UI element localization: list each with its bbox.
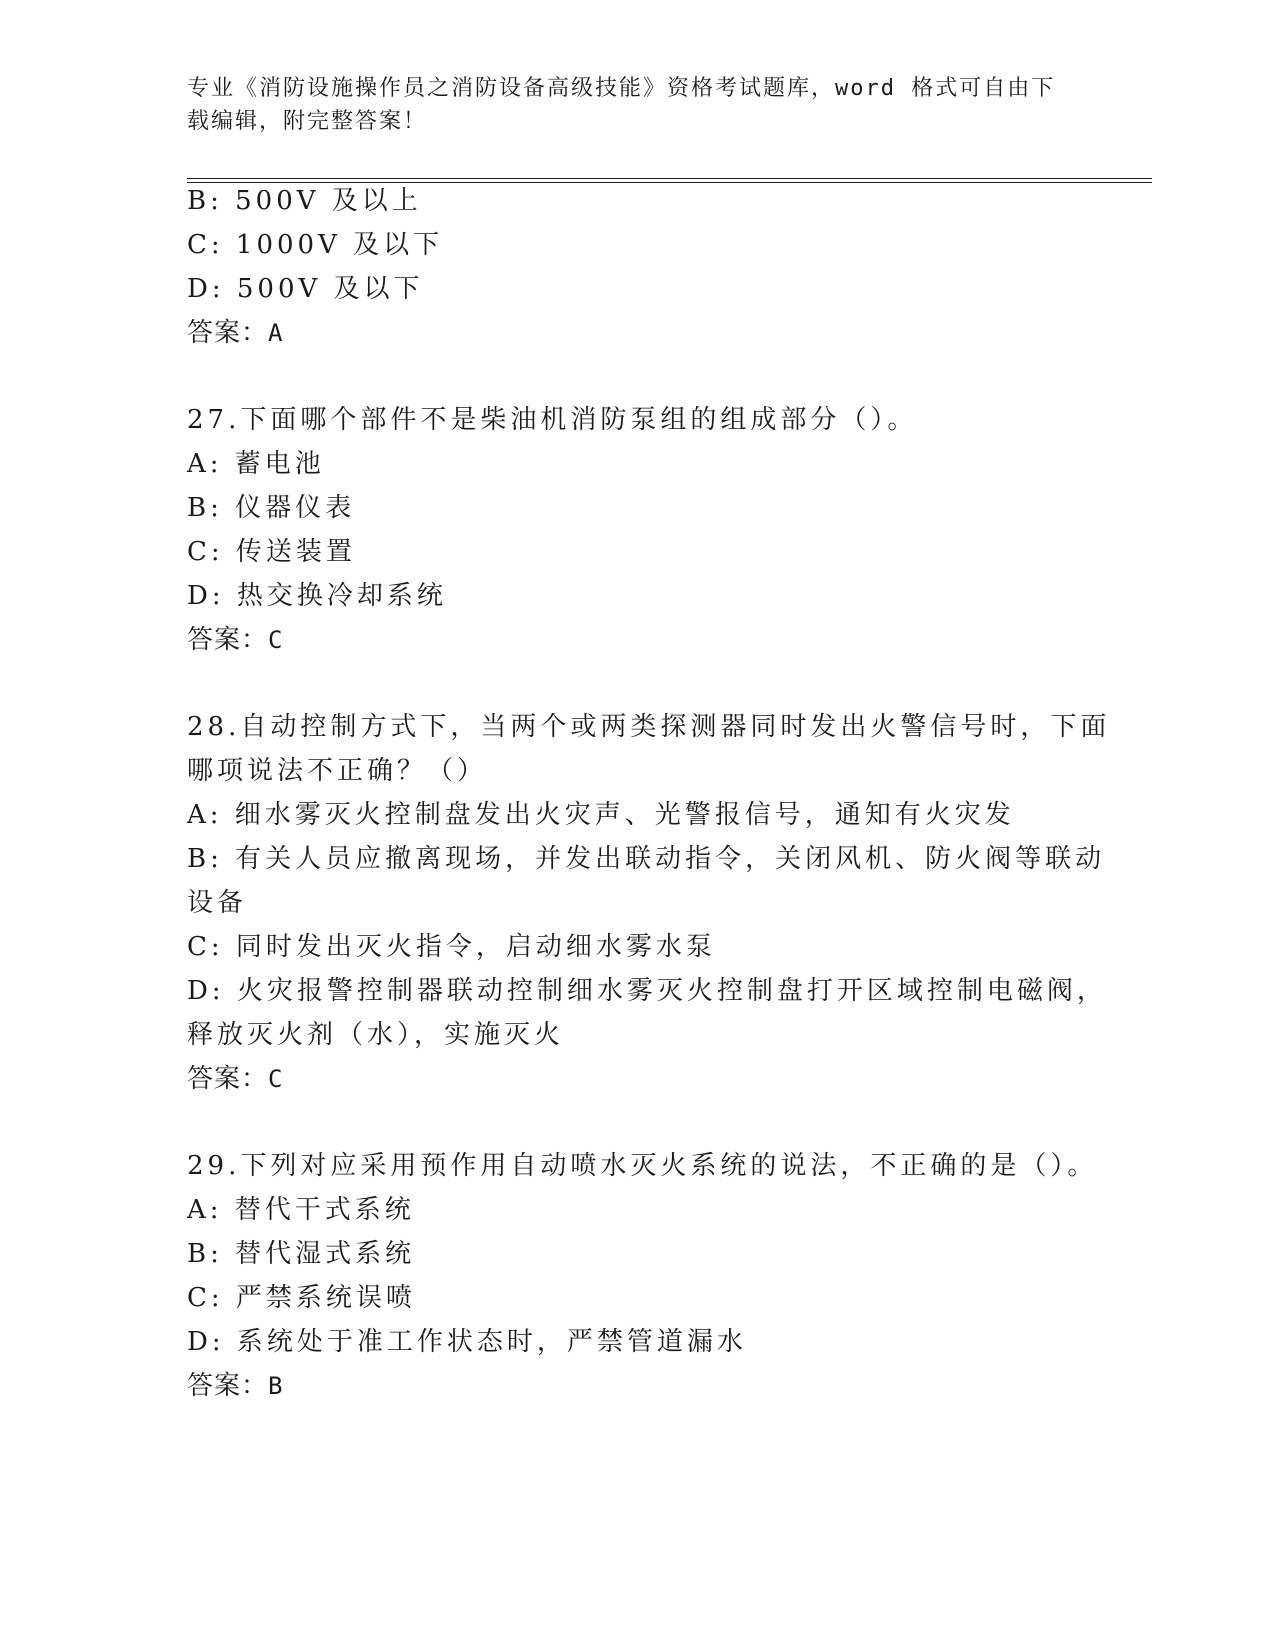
q26-answer [187, 310, 283, 356]
q27-option-a: A: 蓄电池 [187, 449, 325, 479]
q29-option-d: D: 系统处于准工作状态时，严禁管道漏水 [187, 1327, 747, 1357]
q27-option-d: D: 热交换冷却系统 [187, 581, 447, 611]
header-line-2: 载编辑，附完整答案！ [187, 109, 428, 134]
q28-option-b-line-1: B: 有关人员应撤离现场，并发出联动指令，关闭风机、防火阀等联动 [187, 844, 1106, 874]
answer-value: B [268, 1372, 284, 1400]
q29-option-a: A: 替代干式系统 [187, 1195, 415, 1225]
q28-stem-line-2: 哪项说法不正确？（） [187, 756, 488, 786]
header-line-1: 专业《消防设施操作员之消防设备高级技能》资格考试题库，word 格式可自由下 [187, 76, 1056, 101]
q26-option-c: C: 1000V 及以下 [187, 230, 444, 260]
q28-option-b-line-2: 设备 [187, 888, 248, 918]
q27-option-b: B: 仪器仪表 [187, 493, 356, 523]
answer-label: 答案： [187, 1064, 269, 1094]
answer-value: C [268, 1065, 284, 1093]
q29-answer [187, 1363, 283, 1409]
q28-option-d-line-1: D: 火灾报警控制器联动控制细水雾灭火控制盘打开区域控制电磁阀， [187, 976, 1107, 1006]
q27-stem: 27.下面哪个部件不是柴油机消防泵组的组成部分（）。 [187, 405, 918, 435]
q28-answer [187, 1056, 283, 1102]
q28-stem-line-1: 28.自动控制方式下，当两个或两类探测器同时发出火警信号时，下面 [187, 712, 1111, 742]
answer-value: C [268, 626, 284, 654]
q29-stem: 29.下列对应采用预作用自动喷水灭火系统的说法，不正确的是（）。 [187, 1151, 1098, 1181]
q29-option-c: C: 严禁系统误喷 [187, 1283, 416, 1313]
answer-label: 答案： [187, 318, 269, 348]
q26-option-b: B: 500V 及以上 [187, 186, 422, 216]
answer-value: A [268, 319, 284, 347]
q28-option-a: A: 细水雾灭火控制盘发出火灾声、光警报信号，通知有火灾发 [187, 800, 1015, 830]
q28-option-c: C: 同时发出灭火指令，启动细水雾水泵 [187, 932, 716, 962]
q26-option-d: D: 500V 及以下 [187, 274, 424, 304]
q28-option-d-line-2: 释放灭火剂（水），实施灭火 [187, 1020, 565, 1050]
answer-label: 答案： [187, 625, 269, 655]
page-header [187, 72, 1087, 138]
answer-label: 答案： [187, 1371, 269, 1401]
q29-option-b: B: 替代湿式系统 [187, 1239, 416, 1269]
q27-answer [187, 617, 283, 663]
q27-option-c: C: 传送装置 [187, 537, 356, 567]
